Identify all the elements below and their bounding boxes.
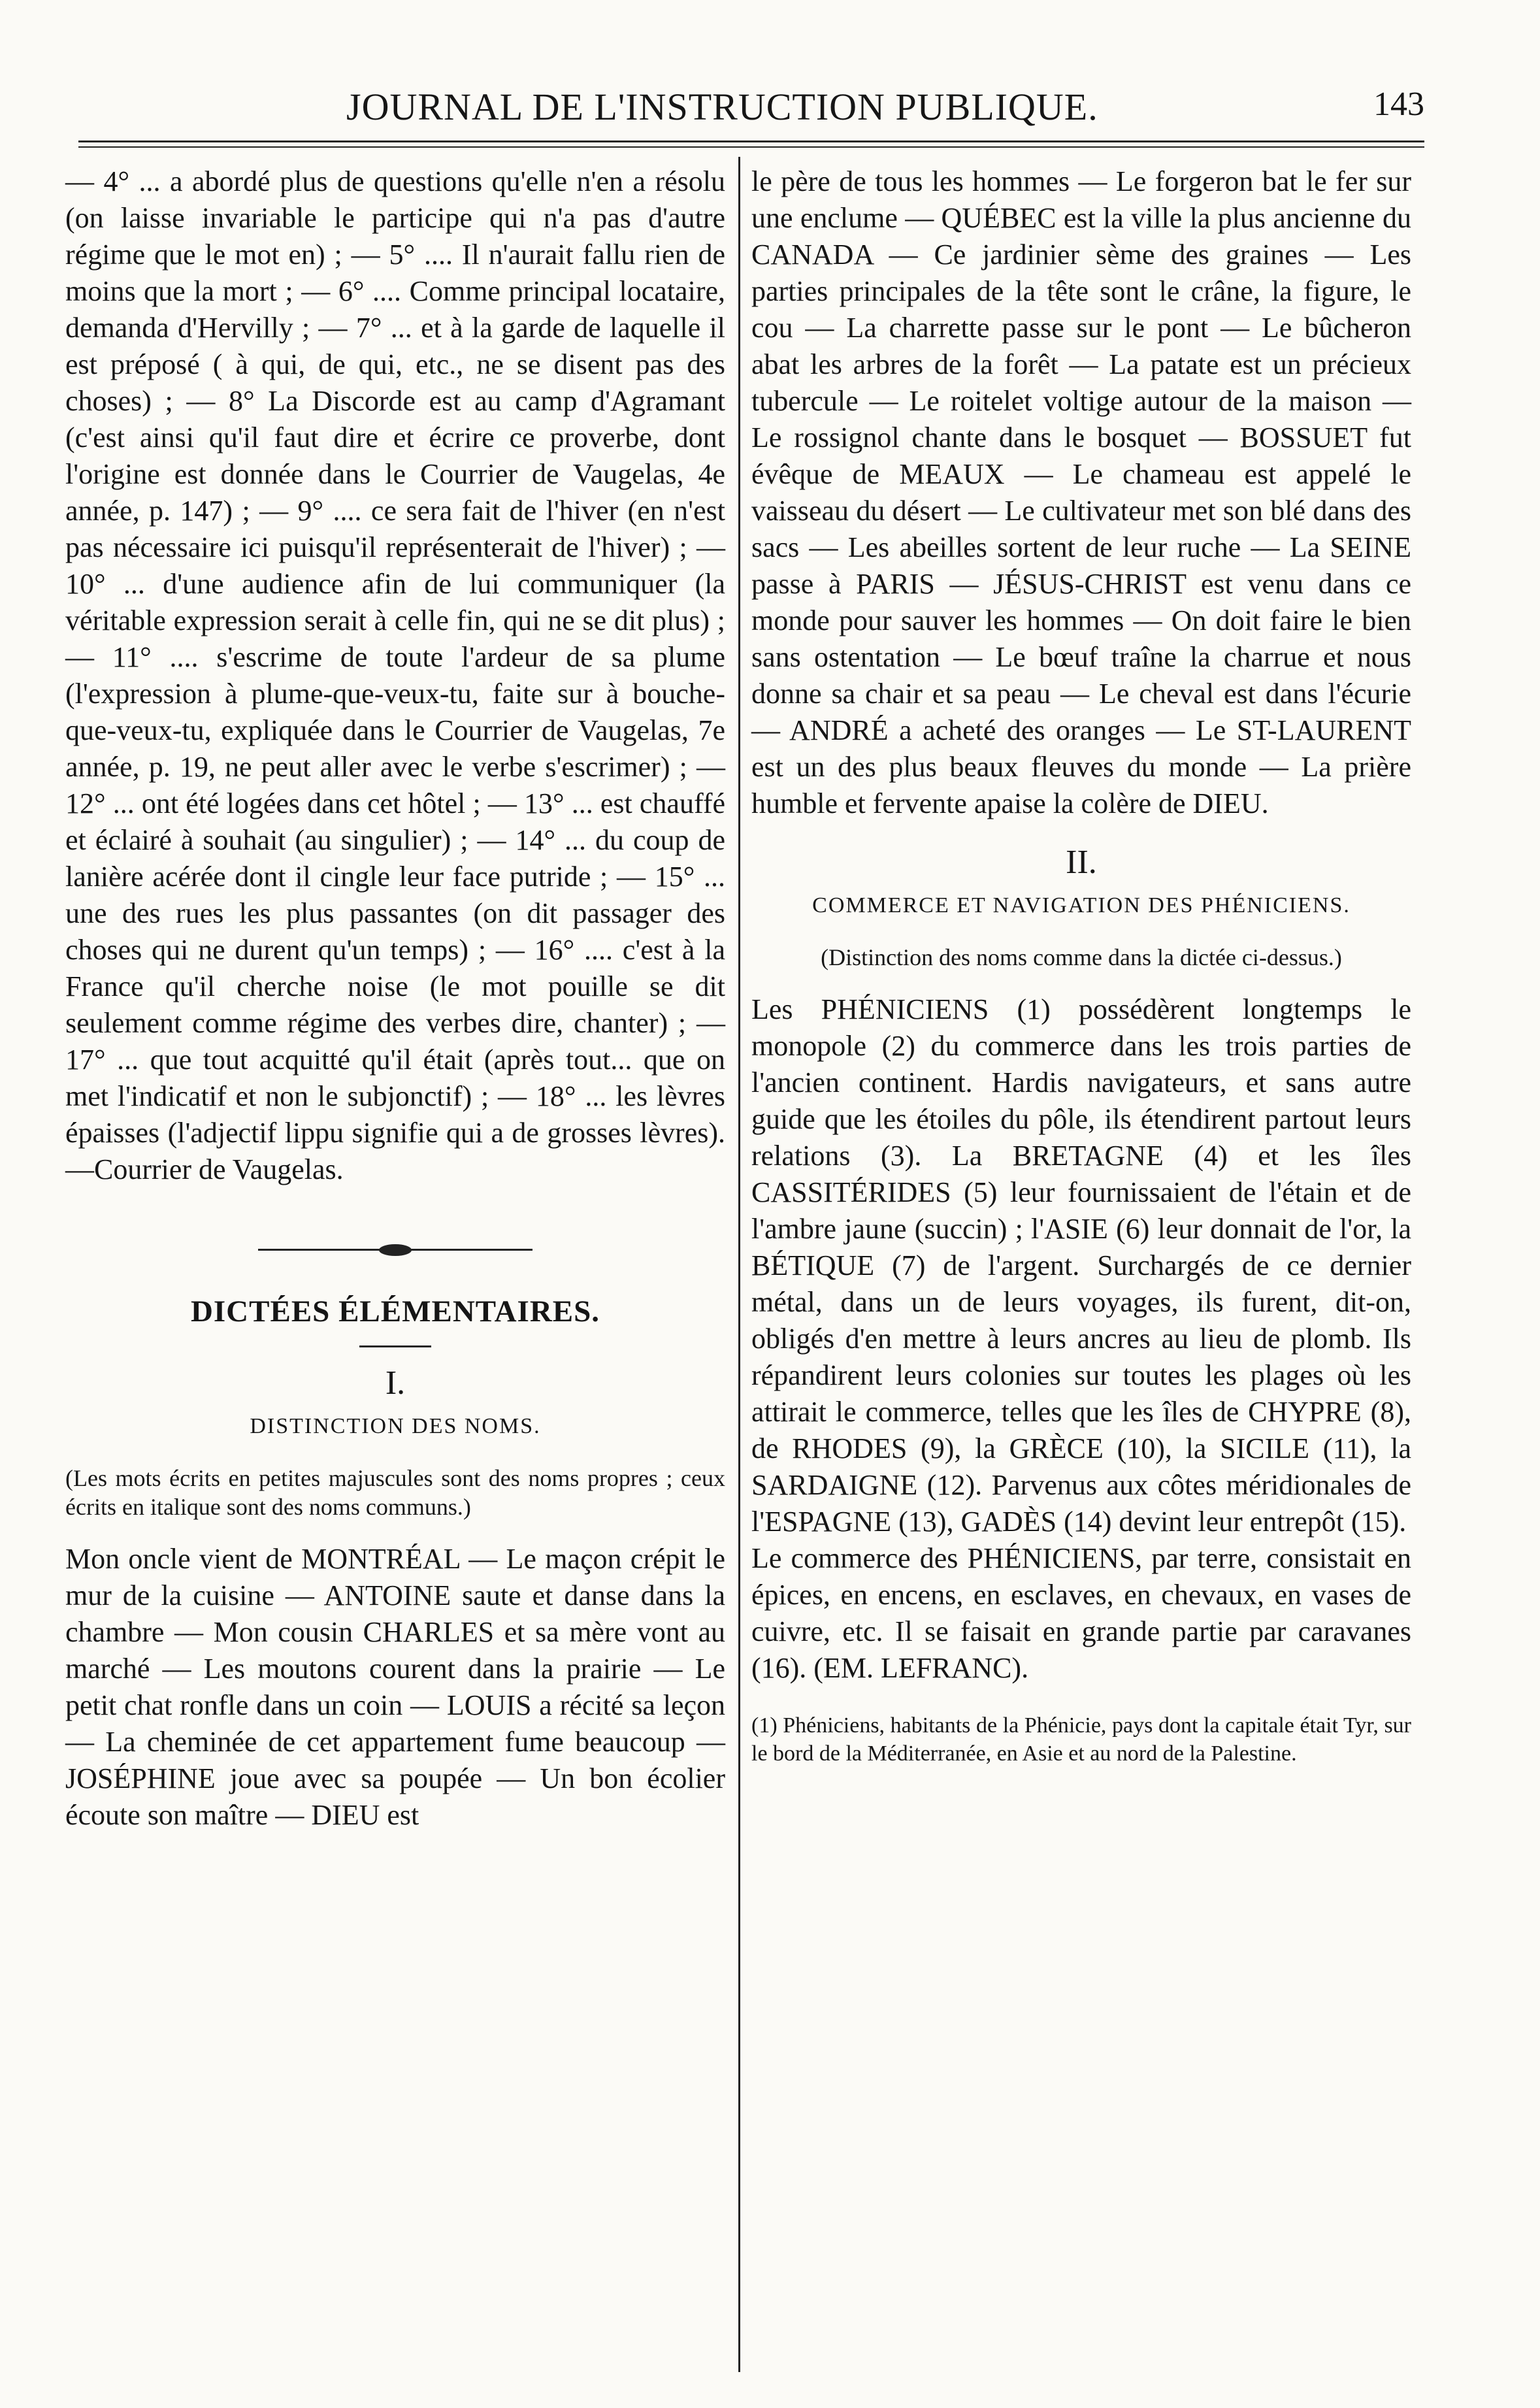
left-continuation-paragraph: — 4° ... a abordé plus de questions qu'elle n'en a résolu (on laisse invariable le participe qui n'a pas d'autre régime que le mot en) ; — 5° .... Il n'aurait fallu rien de moins que la mort ; — 6° .... Comme principal locataire, demanda d'Hervilly ; — 7° ... et à la garde de laquelle il est préposé ( à qui, de qui, etc., ne se disent pas des choses) ; — 8° La Discorde est au camp d'Agramant (c'est ainsi qu'il faut dire et écrire ce proverbe, dont l'origine est donnée dans le Courrier de Vaugelas, 4e année, p. 147) ; — 9° .... ce sera fait de l'hiver (en n'est pas nécessaire ici puisqu'il représenterait de l'hiver) ; — 10° ... d'une audience afin de lui communiquer (la véritable expression serait à celle fin, qui ne se dit plus) ; — 11° .... s'escrime de toute l'ardeur de sa plume (l'expression à plume-que-veux-tu, faite sur à bouche-que-veux-tu, expliquée dans le Courrier de Vaugelas, 7e année, p. 19, ne peut aller avec le verbe s'escrimer) ; — 12° ... ont été logées dans cet hôtel ; — 13° ... est chauffé et éclairé à souhait (au singulier) ; — 14° ... du coup de lanière acérée dont il cingle leur face putride ; — 15° ... une des rues les plus passantes (on dit passager des choses qui ne durent qu'un temps) ; — 16° .... c'est à la France qu'il cherche noise (le mot pouille se dit seulement comme régime des verbes dire, chanter) ; — 17° ... que tout acquitté qu'il était (après tout... que on met l'indicatif et non le subjonctif) ; — 18° ... les lèvres épaisses (l'adjectif lippu signifie qui a de grosses lèvres).—Courrier de Vaugelas. xyxy=(65,165,725,1185)
header-rule xyxy=(78,140,1424,142)
dictation-subtitle-two: COMMERCE ET NAVIGATION DES PHÉNICIENS. xyxy=(812,893,1351,917)
dictation-paragraph-one: Mon oncle vient de MONTRÉAL — Le maçon crépit le mur de la cuisine — ANTOINE saute et danse dans la chambre — Mon cousin CHARLES et sa mère vont au marché — Les moutons courent dans la prairie — Le petit chat ronfle dans un coin — LOUIS a récité sa leçon — La cheminée de cet appartement fume beaucoup — JOSÉPHINE joue avec sa poupée — Un bon écolier écoute son maître — DIEU est xyxy=(65,1543,725,1831)
running-title: JOURNAL DE L'INSTRUCTION PUBLIQUE. xyxy=(346,86,1098,128)
section-ornament xyxy=(65,1229,725,1256)
dictation-number-one: I. xyxy=(385,1364,406,1402)
page-number: 143 xyxy=(1373,86,1424,123)
section-title: DICTÉES ÉLÉMENTAIRES. xyxy=(190,1295,600,1328)
left-column xyxy=(65,163,725,1834)
right-continuation-paragraph: le père de tous les hommes — Le forgeron bat le fer sur une enclume — QUÉBEC est la ville la plus ancienne du CANADA — Ce jardinier sème des graines — Les parties principales de la tête sont le crâne, la figure, le cou — La charrette passe sur le pont — Le bûcheron abat les arbres de la forêt — La patate est un précieux tubercule — Le roitelet voltige autour de la maison — Le rossignol chante dans le bosquet — BOSSUET fut évêque de MEAUX — Le chameau est appelé le vaisseau du désert — Le cultivateur met son blé dans des sacs — Les abeilles sortent de leur ruche — La SEINE passe à PARIS — JÉSUS-CHRIST est venu dans ce monde pour sauver les hommes — On doit faire le bien sans ostentation — Le bœuf traîne la charrue et nous donne sa chair et sa peau — Le cheval est dans l'écurie — ANDRÉ a acheté des oranges — Le ST-LAURENT est un des plus beaux fleuves du monde — La prière humble et fervente apaise la colère de DIEU. xyxy=(751,165,1411,819)
running-header xyxy=(78,78,1424,131)
dictation-note-two: (Distinction des noms comme dans la dictée ci-dessus.) xyxy=(821,944,1342,970)
header-rule-secondary xyxy=(78,146,1424,148)
dictation-number-two: II. xyxy=(1066,844,1097,881)
dictation-subtitle-one: DISTINCTION DES NOMS. xyxy=(250,1414,541,1438)
column-divider xyxy=(738,157,740,2372)
footnote: (1) Phéniciens, habitants de la Phénicie, pays dont la capitale était Tyr, sur le bord de la Méditerranée, en Asie et au nord de la Palestine. xyxy=(751,1713,1411,1766)
phoenicians-paragraph-one: Les PHÉNICIENS (1) possédèrent longtemps le monopole (2) du commerce dans les trois parties de l'ancien continent. Hardis navigateurs, et sans autre guide que les étoiles du pôle, ils étendirent partout leurs relations (3). La BRETAGNE (4) et les îles CASSITÉRIDES (5) leur fournissaient de l'étain et de l'ambre jaune (succin) ; l'ASIE (6) leur donnait de l'or, la BÉTIQUE (7) de l'argent. Surchargés de ce dernier métal, dans un de leurs voyages, ils furent, dit-on, obligés d'en mettre à leurs ancres au lieu de plomb. Ils répandirent leurs colonies sur toutes les plages où les attirait le commerce, telles que les îles de CHYPRE (8), de RHODES (9), la GRÈCE (10), la SICILE (11), la SARDAIGNE (12). Parvenus aux côtes méridionales de l'ESPAGNE (13), GADÈS (14) devint leur entrepôt (15). xyxy=(751,993,1411,1538)
right-column xyxy=(751,163,1411,1768)
section-rule xyxy=(359,1345,431,1347)
dictation-note-one: (Les mots écrits en petites majuscules sont des noms propres ; ceux écrits en italique sont des noms communs.) xyxy=(65,1465,725,1520)
phoenicians-paragraph-two: Le commerce des PHÉNICIENS, par terre, consistait en épices, en encens, en esclaves, en chevaux, en vases de cuivre, etc. Il se faisait en grande partie par caravanes (16). (EM. LEFRANC). xyxy=(751,1542,1411,1684)
